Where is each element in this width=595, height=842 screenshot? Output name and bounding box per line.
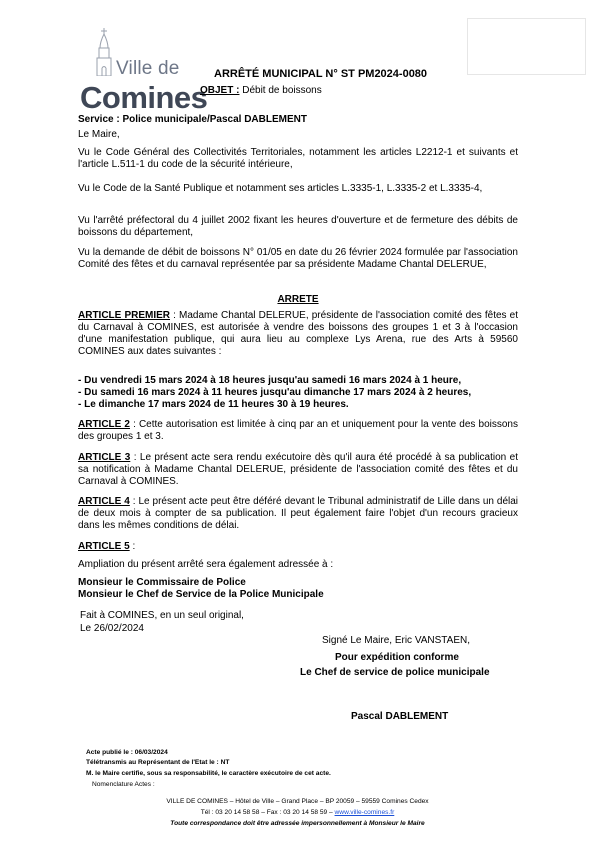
recipient-2: Monsieur le Chef de Service de la Police Municipale (78, 589, 324, 600)
considerant-2: Vu le Code de la Santé Publique et notamment ses articles L.3335-1, L.3335-2 et L.3335-4, (78, 183, 483, 194)
article-4 (78, 496, 518, 532)
article-4-label: ARTICLE 4 (78, 496, 130, 507)
service-line: Service : Police municipale/Pascal DABLEMENT (78, 114, 307, 125)
signature-mayor: Signé Le Maire, Eric VANSTAEN, (322, 635, 471, 646)
signature-name: Pascal DABLEMENT (351, 711, 449, 722)
article-5-label: ARTICLE 5 (78, 541, 130, 552)
article-1 (78, 310, 518, 358)
signature-chef: Le Chef de service de police municipale (300, 667, 490, 678)
article-3 (78, 452, 518, 488)
date-line: Le 26/02/2024 (80, 623, 144, 634)
arrete-heading: ARRETE (277, 294, 319, 305)
church-tower-icon (92, 28, 116, 76)
article-1-text: : Madame Chantal DELERUE, présidente de l'association comité des fêtes et du Carnaval à COMINES, est autorisée à vendre des boissons des groupes 1 et 3 à l'occasion d'une manifestation publique, qui aura lieu au complexe Lys Arena, rue des Arts à 59560 COMINES aux dates suivantes : (78, 310, 519, 357)
footer-note: Toute correspondance doit être adressée impersonnellement à Monsieur le Maire (170, 820, 425, 827)
logo-comines-text: Comines (80, 80, 208, 115)
considerant-1: Vu le Code Général des Collectivités Territoriales, notamment les articles L2212-1 et suivants et l'article L.511-1 du code de la sécurité intérieure, (78, 147, 518, 170)
considerant-3: Vu l'arrêté préfectoral du 4 juillet 2002 fixant les heures d'ouverture et de fermeture des débits de boissons du département, (78, 215, 518, 238)
article-1-label: ARTICLE PREMIER (78, 310, 171, 321)
ampliation-line: Ampliation du présent arrêté sera également adressée à : (78, 559, 334, 570)
fait-line: Fait à COMINES, en un seul original, (80, 610, 244, 621)
footer-address: VILLE DE COMINES – Hôtel de Ville – Grand Place – BP 20059 – 59559 Comines Cedex (166, 798, 429, 805)
footer-contact (60, 808, 535, 817)
date-2: - Du samedi 16 mars 2024 à 11 heures jusqu'au dimanche 17 mars 2024 à 2 heures, (78, 387, 472, 398)
article-5 (78, 541, 518, 553)
signature-pour: Pour expédition conforme (335, 652, 459, 663)
considerant-4: Vu la demande de débit de boissons N° 01/05 en date du 26 février 2024 formulée par l'association Comité des fêtes et du carnaval représentée par sa présidente Madame Chantal DELERUE, (78, 247, 518, 270)
date-3: - Le dimanche 17 mars 2024 de 11 heures 30 à 19 heures. (78, 399, 349, 410)
article-3-text: : Le présent acte sera rendu exécutoire dès qu'il aura été procédé à sa publication et sa notification à Madame Chantal DELERUE, présidente de l'association comité des fêtes et du Carnaval à COMINES. (78, 452, 518, 487)
document-title: ARRÊTÉ MUNICIPAL N° ST PM2024-0080 (214, 68, 428, 80)
date-1: - Du vendredi 15 mars 2024 à 18 heures jusqu'au samedi 16 mars 2024 à 1 heure, (78, 375, 462, 386)
city-logo (78, 28, 208, 115)
article-5-text: : (129, 541, 136, 552)
article-2-text: : Cette autorisation est limitée à cinq par an et uniquement pour la vente des boissons des groupes 1 et 3. (78, 419, 518, 442)
publication-date: Acte publié le : 06/03/2024 (86, 749, 168, 756)
recipient-1: Monsieur le Commissaire de Police (78, 577, 246, 588)
stamp-box (467, 18, 586, 75)
objet-label: OBJET : (200, 85, 240, 96)
intro-line: Le Maire, (78, 129, 120, 140)
footer-tel: Tél : 03 20 14 58 58 – Fax : 03 20 14 58 59 – (200, 809, 333, 816)
article-3-label: ARTICLE 3 (78, 452, 131, 463)
footer-website-link[interactable]: www.ville-comines.fr (334, 809, 395, 816)
certifie-line: M. le Maire certifie, sous sa responsabilité, le caractère exécutoire de cet acte. (86, 770, 331, 777)
article-2 (78, 419, 518, 443)
objet-line (200, 85, 322, 96)
article-2-label: ARTICLE 2 (78, 419, 130, 430)
nomenclature-line: Nomenclature Actes : (92, 781, 155, 788)
article-4-text: : Le présent acte peut être déféré devant le Tribunal administratif de Lille dans un délai de deux mois à compter de sa publication. Il peut également faire l'objet d'un recours gracieux dans les mêmes conditions de délai. (78, 496, 519, 531)
objet-value: Débit de boissons (242, 85, 322, 96)
logo-ville-text: Ville de (116, 58, 180, 79)
teletransmis-line: Télétransmis au Représentant de l'Etat le : NT (86, 759, 230, 766)
